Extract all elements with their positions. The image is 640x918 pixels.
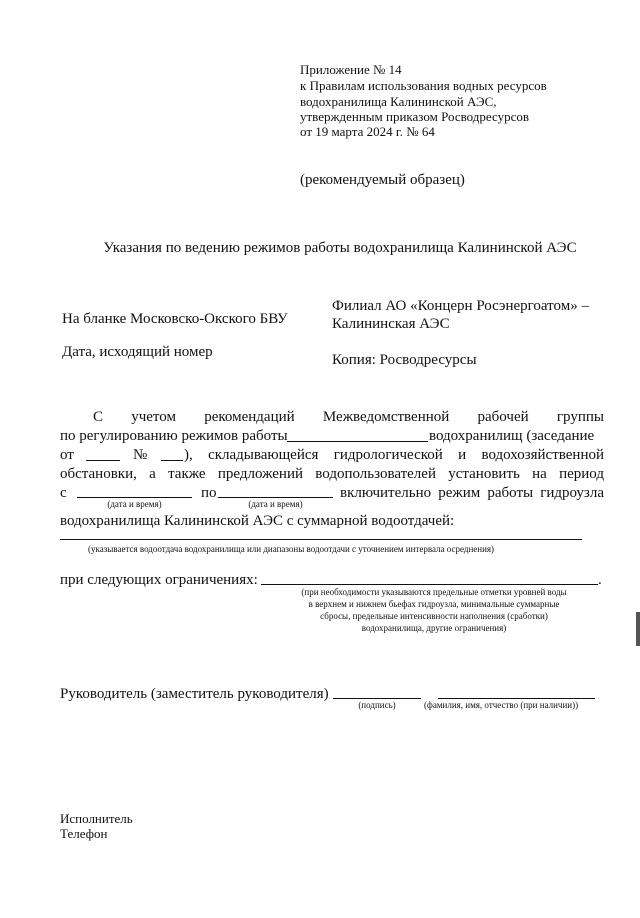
body-line-1 [93,408,604,427]
name-hint: (фамилия, имя, отчество (при наличии)) [424,700,579,710]
body-line-2b: водохранилищ (заседание [429,428,595,444]
appendix-line-5: от 19 марта 2024 г. № 64 [300,124,435,139]
body-line-5c: включительно режим работы гидроузла [340,485,604,501]
body-word: С [93,409,104,425]
body-line-5a: с [60,485,67,501]
restrictions-hint-4: водохранилища, другие ограничения) [361,623,507,633]
appendix-line-3: водохранилища Калининской АЭС, [300,94,497,109]
addressee-line-2: Калининская АЭС [332,316,450,332]
restrictions-hint-3: сбросы, предельные интенсивности наполнения (сработки) [320,611,548,621]
appendix-line-4: утвержденным приказом Росводресурсов [300,109,529,124]
letterhead-note: На бланке Московско-Окского БВУ [62,311,288,327]
body-line-6: водохранилища Калининской АЭС с суммарной водоотдачей: [60,513,455,529]
restrictions-blank [261,584,598,585]
meeting-date-blank [86,460,120,461]
water-output-hint: (указывается водоотдача водохранилища или диапазоны водоотдачи с уточнением интервала осреднения) [88,544,495,554]
restrictions-hint-2: в верхнем и нижнем бьефах гидроузла, минимальные суммарные [308,599,560,609]
restrictions-end-dot: . [598,572,602,588]
body-word: рекомендаций [204,409,295,425]
signature-hint: (подпись) [358,700,396,710]
body-line-3c: ), складывающейся гидрологической и водохозяйственной [184,447,604,463]
copy-recipient: Копия: Росводресурсы [332,352,477,368]
period-end-blank [218,497,333,498]
body-line-4: обстановки, а также предложений водопользователей установить на период [60,466,604,482]
addressee-line-1: Филиал АО «Концерн Росэнергоатом» – [332,298,589,314]
body-word: учетом [131,409,176,425]
name-blank [438,698,595,699]
body-word: группы [556,409,604,425]
body-word: рабочей [477,409,529,425]
body-word: Межведомственной [322,409,450,425]
meeting-number-blank [161,460,183,461]
body-line-2a: по регулированию режимов работы [60,428,288,444]
body-line-5b: по [201,485,217,501]
sample-note: (рекомендуемый образец) [300,172,465,188]
working-group-blank [287,441,428,442]
water-output-blank [60,539,582,540]
date-number-note: Дата, исходящий номер [62,344,213,360]
restrictions-hint-1: (при необходимости указываются предельные отметки уровней воды [301,587,567,597]
document-title: Указания по ведению режимов работы водохранилища Калининской АЭС [103,240,577,256]
period-start-hint: (дата и время) [107,499,162,509]
phone-label: Телефон [60,826,108,841]
period-start-blank [77,497,192,498]
restrictions-label: при следующих ограничениях: [60,572,258,588]
scan-edge-mark [636,612,640,646]
period-end-hint: (дата и время) [248,499,303,509]
signature-blank [333,698,421,699]
appendix-line-2: к Правилам использования водных ресурсов [300,78,547,93]
body-line-3b: № [133,447,148,463]
executor-label: Исполнитель [60,811,133,826]
appendix-line-1: Приложение № 14 [300,62,402,77]
body-line-3a: от [60,447,74,463]
signature-label: Руководитель (заместитель руководителя) [60,686,329,702]
